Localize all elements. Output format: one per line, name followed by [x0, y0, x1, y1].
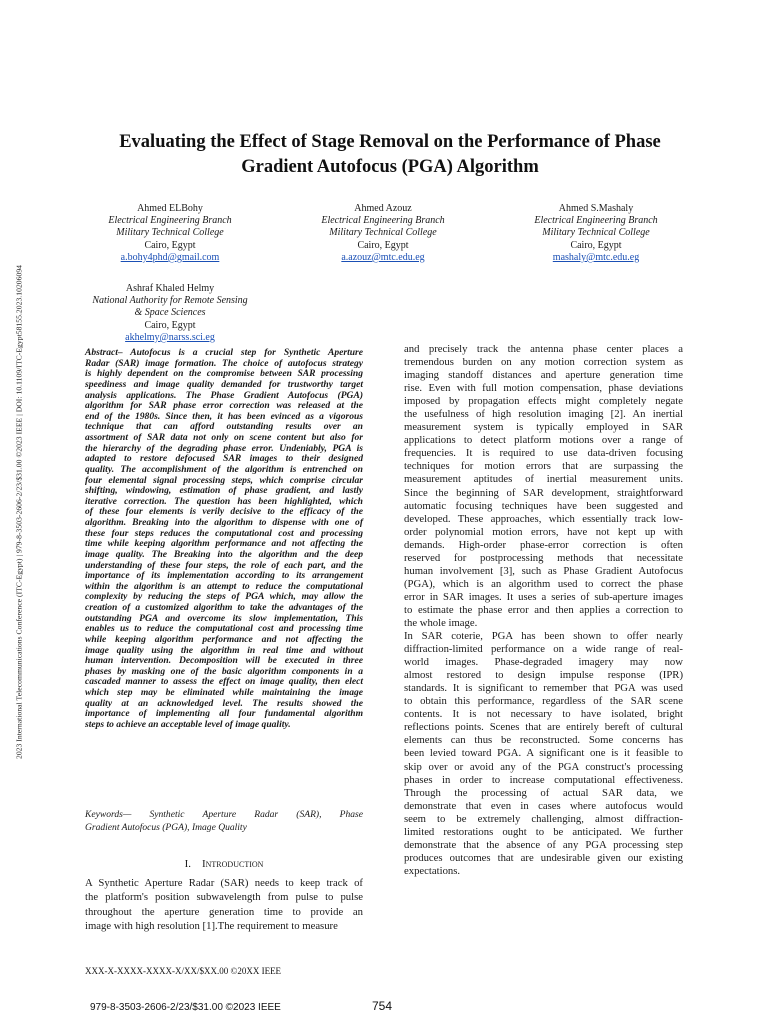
right-para1-line: order polynomial motion errors, have not kept up with — [404, 525, 683, 538]
abstract-line: quality. The accomplishment of the algorithm is entrenched on — [85, 463, 363, 475]
abstract-line: iterative correction. The question has been highlighted, which — [85, 495, 363, 507]
abstract-line: algorithm for SAR phase error correction was released at the — [85, 400, 363, 412]
title-line-2: Gradient Autofocus (PGA) Algorithm — [241, 157, 539, 177]
right-para1-line: measurement system is typically employed in SAR — [404, 421, 683, 434]
abstract-line: Radar (SAR) image formation. The choice of autofocus strategy — [85, 357, 363, 369]
right-para2-line: demonstrate that the absence of any PGA processing step — [404, 838, 683, 851]
right-para1-line: error in SAR images. It uses a series of sub-aperture images — [404, 590, 683, 603]
abstract-line: human intervention. Decomposition will be executed in three — [85, 655, 363, 667]
right-para1-line: (PGA), which is an algorithm used to correct the phase — [404, 577, 683, 590]
abstract-line: creation of a customized algorithm to take the advantages of the — [85, 602, 363, 613]
author-location: Cairo, Egypt — [570, 239, 622, 251]
right-para1-line: Since the beginning of SAR development, straightforward — [404, 486, 683, 499]
author-name: Ahmed Azouz — [354, 203, 412, 214]
abstract-line: algorithm. Breaking into the algorithm to dispense with one of — [85, 517, 363, 528]
abstract-line: cascaded manner to assess the effect on image quality, then elect — [85, 676, 363, 688]
abstract-line: enables us to reduce the computational cost and processing time — [85, 623, 363, 635]
right-para1-line: frequencies. It is required to use data-driven focusing — [404, 447, 683, 460]
right-para1-line: and precisely track the antenna phase center places a — [404, 343, 683, 355]
right-para2-line: to obtain this performance, regardless of the SAR scene — [404, 695, 683, 708]
right-para2-line: almost restored to design impulse response (IPR) — [404, 669, 683, 682]
right-para2-line: produces outcomes that are undesirable given our existing — [404, 851, 683, 864]
right-para2-line: diffraction-limited performance on a wide range of real- — [404, 643, 683, 656]
footer-copyright: 979-8-3503-2606-2/23/$31.00 ©2023 IEEE — [90, 1002, 281, 1013]
abstract-line: which step may be eliminated while maintaining the image — [85, 687, 363, 698]
author-dept: Electrical Engineering Branch — [108, 215, 232, 227]
abstract-line: shifting, windowing, estimation of phase gradient, and lastly — [85, 485, 363, 497]
abstract-line: importance of implementing all four fundamental algorithm — [85, 708, 363, 720]
section-number: I. — [184, 858, 191, 870]
right-para1-line: automatic focusing techniques have been suggested and — [404, 499, 683, 512]
abstract-line: image quality using the algorithm in real time and without — [85, 644, 363, 656]
abstract-line: of these four elements is verily decisive to the efficacy of the — [85, 506, 363, 518]
keywords-line: Keywords— Synthetic Aperture Radar (SAR), Phase — [85, 809, 363, 820]
title-line-1: Evaluating the Effect of Stage Removal on the Performance of Phase — [119, 132, 661, 152]
right-para2-line: phases in order to increase computational effectiveness. — [404, 773, 683, 786]
abstract-line: steps to achieve an acceptable level of image quality. — [85, 718, 291, 730]
right-paragraph-2 — [404, 630, 683, 878]
keywords — [85, 808, 363, 834]
abstract-line: outstanding PGA and overcome its slow implementation, This — [85, 612, 363, 624]
footer-placeholder-copyright: XXX-X-XXXX-XXXX-X/XX/$XX.00 ©20XX IEEE — [85, 966, 282, 976]
right-para1-line: measurement aptitudes of inertial measurement units. — [404, 473, 683, 486]
right-para1-line: demands. High-order phase-error correction is often — [404, 538, 683, 551]
right-para1-line: the whole image. — [404, 616, 478, 629]
intro-line: throughout the aperture generation time to provide an — [85, 905, 363, 918]
abstract-line: importance of its implementation according to its arrangement — [85, 570, 363, 582]
right-para2-line: seem to be extremely challenging, almost diffraction- — [404, 812, 683, 825]
right-para1-line: rise. Even with full motion compensation, phase deviations — [404, 382, 683, 395]
intro-line: the platform's position subwavelength from pulse to pulse — [85, 891, 363, 904]
right-para2-line: standards. It is significant to remember that PGA was used — [404, 682, 683, 695]
right-paragraph-1 — [404, 343, 683, 630]
author-org: Military Technical College — [116, 227, 224, 239]
author-name: Ahmed ELBohy — [137, 203, 203, 214]
right-para1-line: the usefulness of high resolution imaging [2]. An inertial — [404, 408, 683, 421]
abstract-line: assortment of SAR data not only on scene content but also for — [85, 432, 363, 443]
right-para2-line: Through the processing of actual SAR data, we — [404, 786, 683, 799]
side-strip-doi — [12, 180, 26, 844]
right-para1-line: imaging standoff distances and aperture generation time — [404, 369, 683, 382]
author-dept: Electrical Engineering Branch — [321, 215, 445, 227]
side-strip-text: 2023 International Telecommunications Conference (ITC-Egypt) | 979-8-3503-2606-2/23/$31.00 ©2023 IEEE | DOI: 10.1109/ITC-Egypt58155.2023.10206094 — [14, 264, 24, 760]
right-para2-line: contents. It is not necessary to have isolated, bright — [404, 708, 683, 721]
paper-title — [80, 130, 700, 180]
intro-line: A Synthetic Aperture Radar (SAR) needs to keep track of — [85, 877, 363, 889]
author-location: Cairo, Egypt — [144, 239, 196, 251]
abstract-line: is highly dependent on the compromise between SAR processing — [85, 368, 363, 380]
author-email-link[interactable]: akhelmy@narss.sci.eg — [125, 331, 215, 343]
intro-line: image with high resolution [1].The requirement to measure — [85, 919, 338, 932]
author-location: Cairo, Egypt — [144, 319, 196, 331]
author-email-link[interactable]: a.azouz@mtc.edu.eg — [341, 251, 425, 263]
author-block-4 — [65, 283, 275, 344]
abstract-line: four elemental signal processing steps, which comprise circular — [85, 474, 363, 486]
author-dept: Electrical Engineering Branch — [534, 215, 658, 227]
abstract-line: image quality. The Breaking into the algorithm and the deep — [85, 548, 363, 560]
abstract-line: these four steps reduces the computational cost and processing — [85, 527, 363, 539]
abstract-line: within the algorithm is an attempt to reduce the computational — [85, 580, 363, 592]
right-column — [404, 343, 683, 878]
section-heading-introduction — [85, 858, 363, 870]
right-para2-line: limited restorations ought to be anticipated. We further — [404, 825, 683, 838]
abstract-line: end of the 1980s. Since then, it has been evinced as a vigorous — [85, 410, 363, 422]
author-org: Military Technical College — [329, 227, 437, 239]
abstract-line: while keeping algorithm performance and not affecting the — [85, 633, 363, 645]
author-dept: National Authority for Remote Sensing — [92, 295, 248, 307]
introduction-text — [85, 876, 363, 933]
section-title: Introduction — [201, 858, 264, 870]
right-para2-line: expectations. — [404, 864, 461, 877]
right-para2-line: demonstrate that even in cases where autofocus would — [404, 799, 683, 812]
abstract-line: analysis applications. The Phase Gradient Autofocus (PGA) — [85, 389, 363, 401]
right-para1-line: techniques for motion errors that are surpassing the — [404, 460, 683, 473]
right-para1-line: imposed by propagation effects might completely negate — [404, 395, 683, 408]
right-para2-line: In SAR coterie, PGA has been shown to offer nearly — [404, 630, 683, 643]
right-para2-line: world images. Phase-degraded imagery may now — [404, 656, 683, 669]
author-block-3 — [491, 203, 701, 264]
abstract-line: understanding of these four steps, the role of each part, and the — [85, 559, 363, 571]
abstract-line: phases by masking one of the basic algorithm components in a — [85, 665, 363, 677]
abstract-line: the hierarchy of the degrading phase error. Undeniably, PGA is — [85, 442, 363, 454]
right-para1-line: developed. These approaches, which essentially track low- — [404, 512, 683, 525]
abstract-line: time while keeping algorithm performance and not affecting the — [85, 538, 363, 550]
right-para1-line: to estimate the phase error and then applies a correction to — [404, 603, 683, 616]
abstract-line: Abstract– Autofocus is a crucial step for Synthetic Aperture — [85, 347, 363, 358]
abstract-line: quality at an acknowledged level. The results showed the — [85, 697, 363, 709]
right-para2-line: elements can thus be reconstructed. Some concerns has — [404, 734, 683, 747]
right-para2-line: reflections points. Scenes that are entirely bereft of cultural — [404, 721, 683, 734]
abstract — [85, 348, 363, 731]
abstract-line: adapted to restore defocused SAR images to their designed — [85, 453, 363, 465]
author-org: Military Technical College — [542, 227, 650, 239]
author-location: Cairo, Egypt — [357, 239, 409, 251]
author-org: & Space Sciences — [134, 307, 206, 319]
author-email-link[interactable]: mashaly@mtc.edu.eg — [552, 251, 640, 263]
right-para1-line: reserved for postprocessing methods that necessitate — [404, 551, 683, 564]
right-para1-line: human involvement [3], such as Phase Gradient Autofocus — [404, 564, 683, 577]
abstract-line: technique that can afford outstanding results over an — [85, 421, 363, 433]
author-name: Ashraf Khaled Helmy — [125, 283, 215, 294]
abstract-line: complexity by reducing the steps of PGA which, may allow the — [85, 591, 363, 603]
author-block-2 — [278, 203, 488, 264]
right-para2-line: been levied toward PGA. A significant one is it feasible to — [404, 747, 683, 760]
right-para1-line: applications to detect platform motions over a range of — [404, 434, 683, 447]
author-email-link[interactable]: a.bohy4phd@gmail.com — [120, 251, 220, 263]
abstract-line: speediness and image quality demanded for trustworthy target — [85, 378, 363, 390]
right-para2-line: skip over or avoid any of the PGA construct's processing — [404, 760, 683, 773]
page-number: 754 — [372, 999, 393, 1013]
right-para1-line: tremendous burden on any motion correction system as — [404, 356, 683, 369]
author-name: Ahmed S.Mashaly — [558, 203, 634, 214]
author-block-1 — [65, 203, 275, 264]
keywords-line: Gradient Autofocus (PGA), Image Quality — [85, 822, 247, 834]
